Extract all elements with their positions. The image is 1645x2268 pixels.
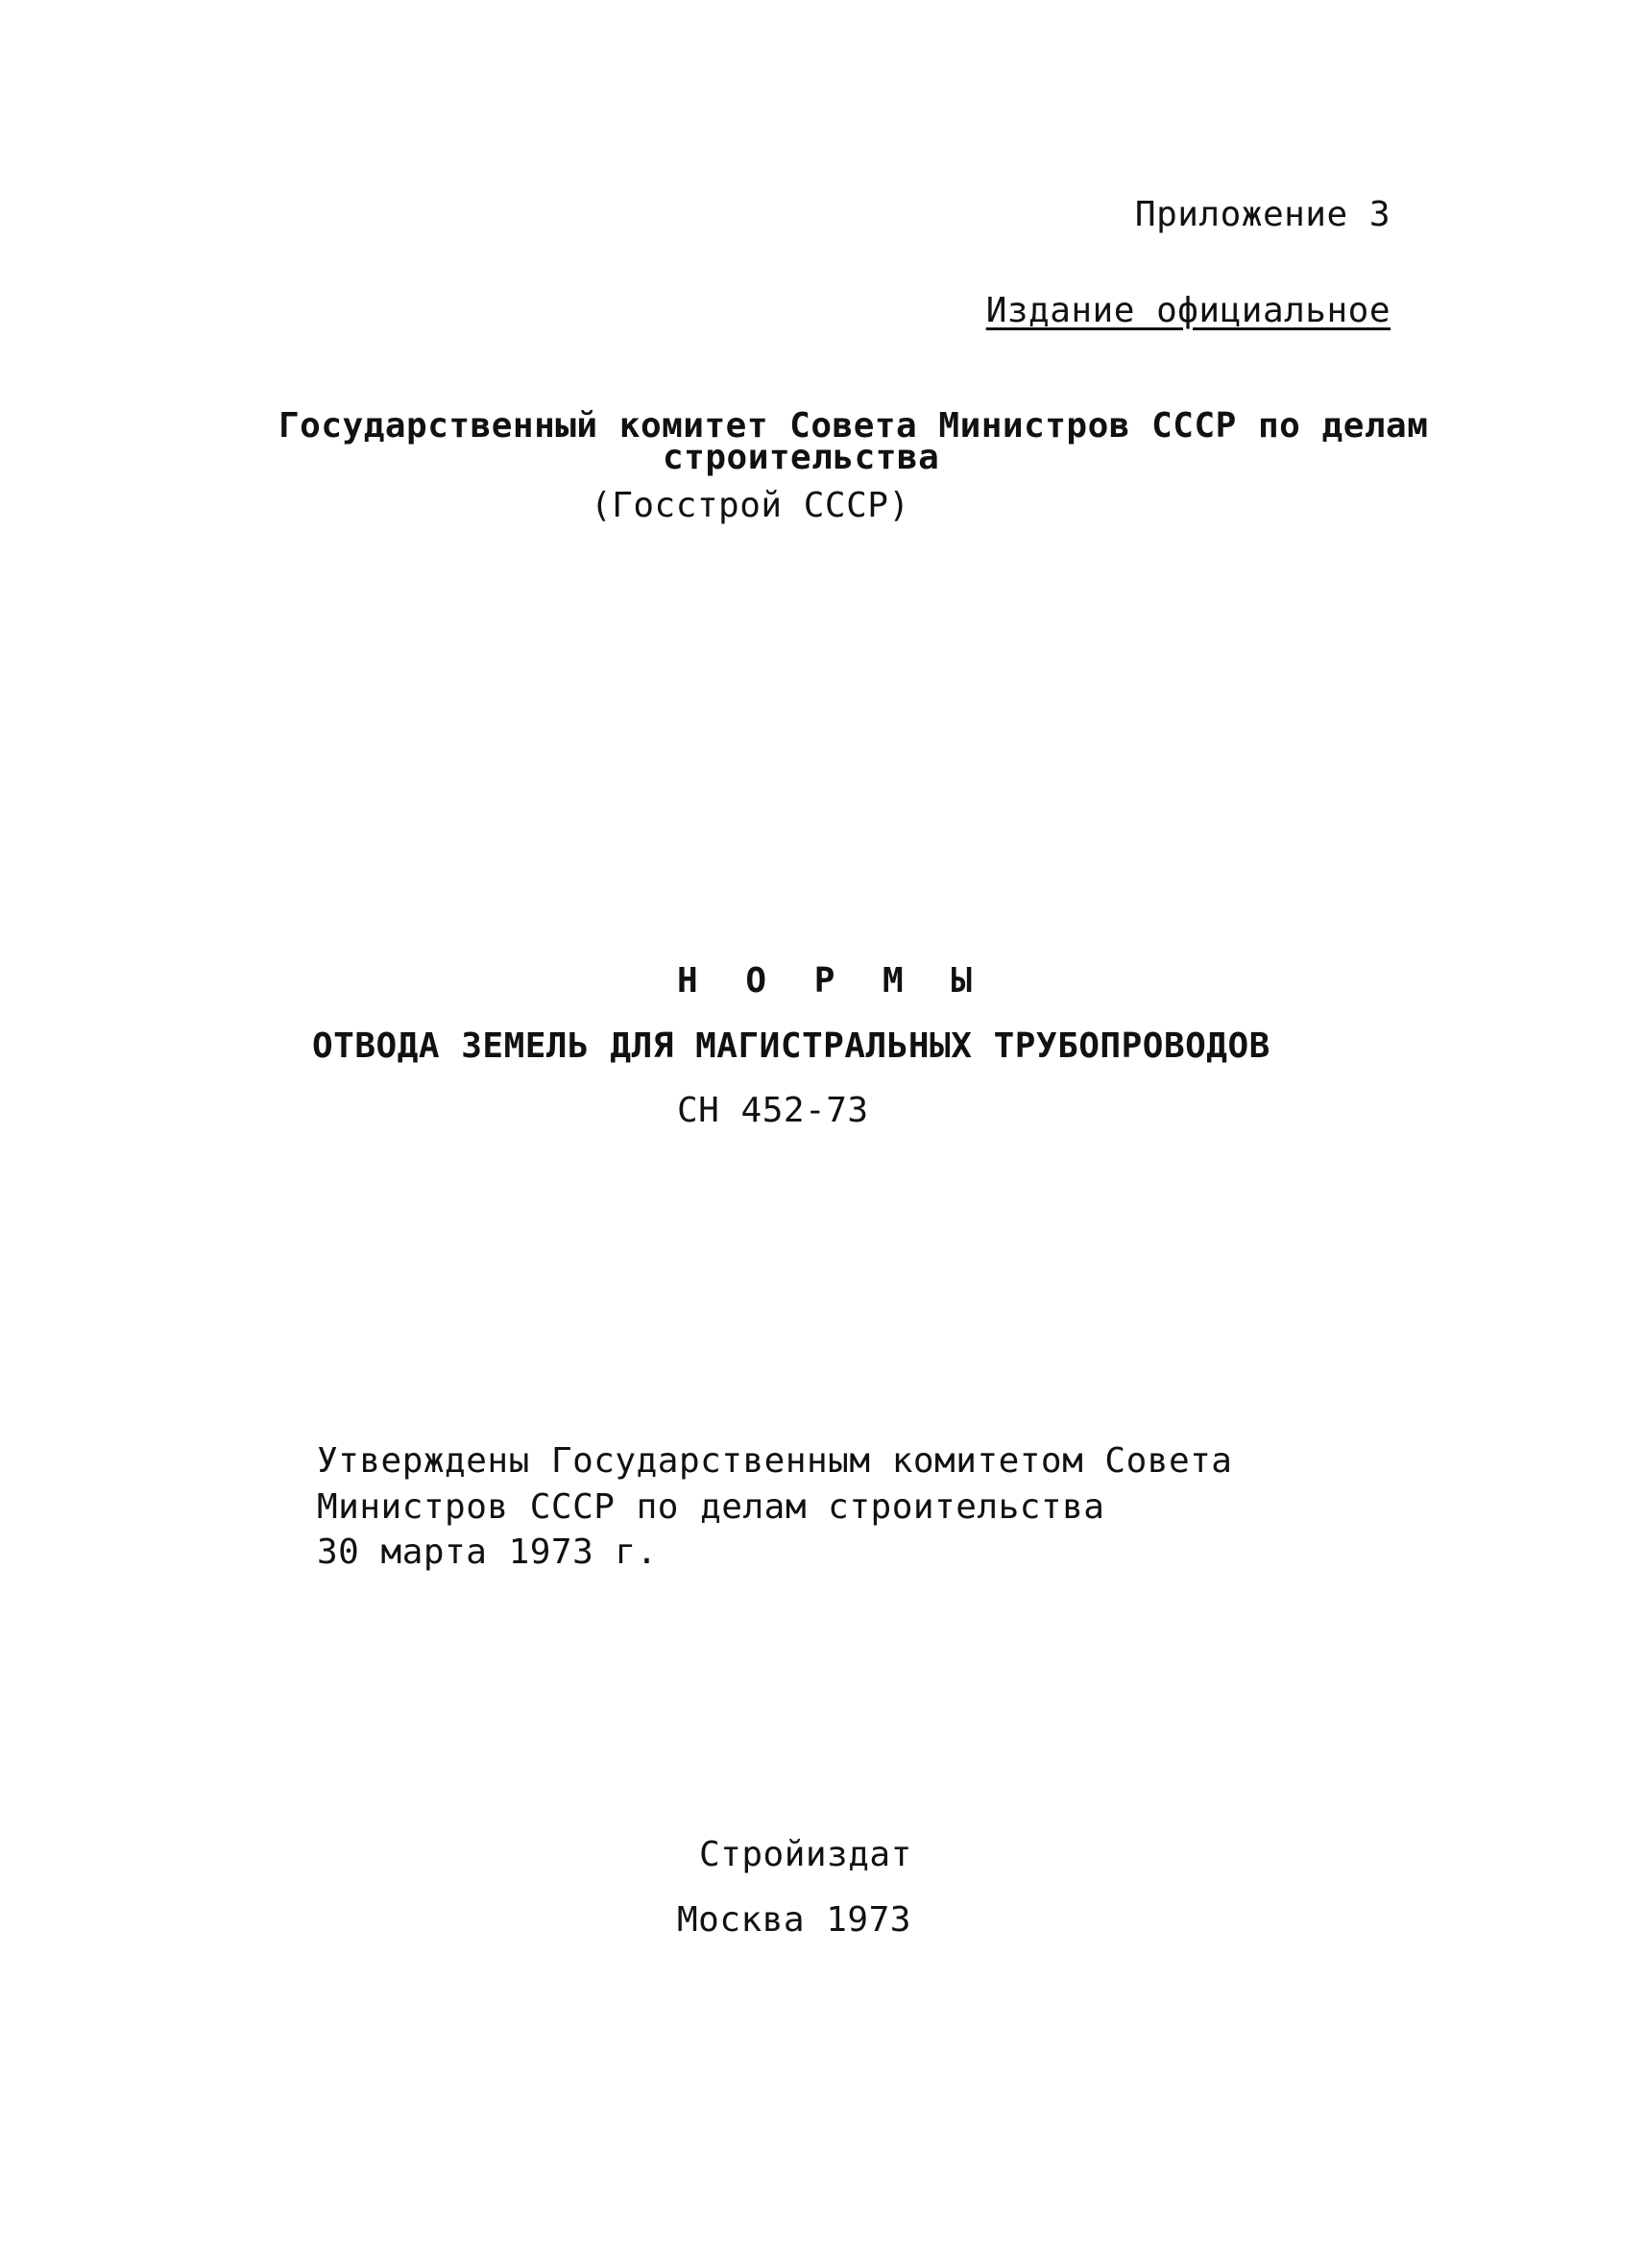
organization-line-2: строительства — [663, 438, 940, 477]
document-subtitle: ОТВОДА ЗЕМЕЛЬ ДЛЯ МАГИСТРАЛЬНЫХ ТРУБОПРОВОДОВ — [312, 1026, 1270, 1066]
organization-line-1: Государственный комитет Совета Министров СССР по делам — [278, 406, 1429, 446]
organization-short-name: (Госстрой СССР) — [591, 486, 910, 525]
appendix-label: Приложение 3 — [1134, 195, 1391, 234]
document-code: СН 452-73 — [677, 1091, 869, 1130]
approval-line-2: Министров СССР по делам строительства — [317, 1487, 1105, 1527]
publisher-name: Стройиздат — [699, 1835, 912, 1874]
document-heading: Н О Р М Ы — [677, 961, 986, 1001]
approval-line-1: Утверждены Государственным комитетом Совета — [317, 1441, 1233, 1481]
publisher-city-year: Москва 1973 — [677, 1900, 911, 1940]
edition-label: Издание официальное — [985, 291, 1391, 330]
approval-line-3: 30 марта 1973 г. — [317, 1532, 658, 1572]
